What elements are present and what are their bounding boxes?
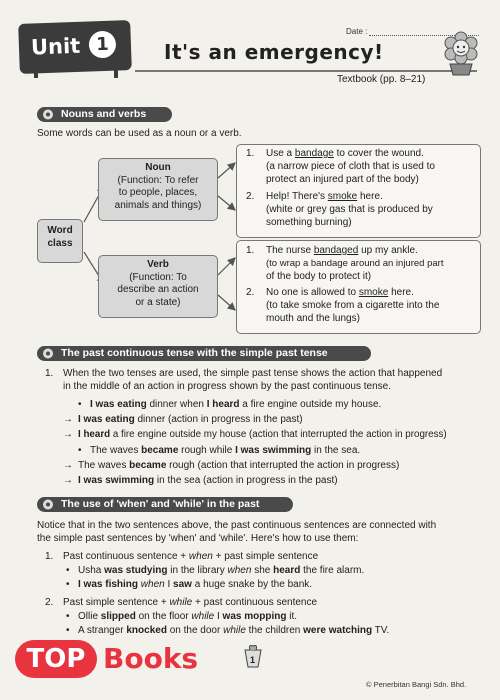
example-bullet: • [66, 625, 70, 636]
noun-box: Noun (Function: To refer to people, places, animals and things) [98, 158, 218, 221]
page-number: 1 [250, 655, 256, 665]
verb-example-1: The nurse bandaged up my ankle. [266, 245, 418, 256]
flower-icon [41, 498, 55, 511]
list-number: 2. [45, 597, 54, 608]
example-bullet: • [66, 565, 70, 576]
definition-line: protect an injured part of the body) [266, 174, 419, 185]
textbook-reference: Textbook (pp. 8–21) [337, 74, 426, 85]
analysis-line: I was eating dinner (action in progress in the past) [78, 414, 303, 425]
section-heading-past-continuous: The past continuous tense with the simple past tense [37, 346, 371, 361]
example-sentence: Usha was studying in the library when she heard the fire alarm. [78, 565, 365, 576]
definition-line: something burning) [266, 217, 352, 228]
definition-line: (to wrap a bandage around an injured part [266, 258, 444, 269]
example-bullet: • [78, 399, 82, 410]
definition-line: (to take smoke from a cigarette into the [266, 300, 440, 311]
list-number: 1. [45, 551, 54, 562]
example-sentence: A stranger knocked on the door while the children were watching TV. [78, 625, 390, 636]
section-heading-when-while: The use of 'when' and 'while' in the past [37, 497, 293, 512]
copyright: © Penerbitan Bangi Sdn. Bhd. [366, 680, 467, 689]
verb-example-2: No one is allowed to smoke here. [266, 287, 414, 298]
definition-line: (a narrow piece of cloth that is used to [266, 161, 435, 172]
list-number: 1. [45, 368, 54, 379]
explanation-line: the simple past sentences by 'when' and 'while'. Here's how to use them: [37, 533, 359, 544]
noun-example-2: Help! There's smoke here. [266, 191, 383, 202]
rule-line: Past simple sentence + while + past continuous sentence [63, 597, 318, 608]
section-intro: Some words can be used as a noun or a verb. [37, 128, 242, 139]
arrow-icon: → [63, 475, 73, 486]
example-number: 1. [246, 148, 255, 159]
rule-line: Past continuous sentence + when + past simple sentence [63, 551, 319, 562]
page-title: It's an emergency! [164, 40, 384, 64]
example-sentence: I was eating dinner when I heard a fire engine outside my house. [90, 399, 382, 410]
example-sentence: I was fishing when I saw a huge snake by the bank. [78, 579, 313, 590]
section-heading-nouns-verbs: Nouns and verbs [37, 107, 172, 122]
example-sentence: Ollie slipped on the floor while I was mopping it. [78, 611, 298, 622]
logo-books-text: Books [103, 642, 199, 675]
unit-label: Unit [30, 33, 81, 60]
example-number: 1. [246, 245, 255, 256]
example-number: 2. [246, 191, 255, 202]
noun-example-1: Use a bandage to cover the wound. [266, 148, 424, 159]
example-sentence: The waves became rough while I was swimming in the sea. [90, 445, 361, 456]
arrow-icon: → [63, 460, 73, 471]
definition-line: mouth and the lungs) [266, 313, 360, 324]
arrow-icon: → [63, 414, 73, 425]
example-bullet: • [78, 445, 82, 456]
example-bullet: • [66, 579, 70, 590]
date-field: Date : [346, 27, 479, 36]
example-bullet: • [66, 611, 70, 622]
word-class-box: Word class [37, 219, 83, 263]
flower-icon [41, 347, 55, 360]
analysis-line: I heard a fire engine outside my house (action that interrupted the action in progress) [78, 429, 447, 440]
arrow-icon: → [63, 429, 73, 440]
explanation-line: When the two tenses are used, the simple past tense shows the action that happened [63, 368, 443, 379]
definition-line: of the body to protect it) [266, 271, 372, 282]
topbooks-logo [15, 636, 215, 686]
unit-number: 1 [88, 31, 116, 59]
explanation-line: in the middle of an action in progress shown by the past continuous tense. [63, 381, 391, 392]
example-number: 2. [246, 287, 255, 298]
analysis-line: The waves became rough (action that interrupted the action in progress) [78, 460, 400, 471]
definition-line: (white or grey gas that is produced by [266, 204, 433, 215]
verb-box: Verb (Function: To describe an action or a state) [98, 255, 218, 318]
logo-top-badge: TOP [15, 640, 97, 678]
analysis-line: I was swimming in the sea (action in progress in the past) [78, 475, 338, 486]
explanation-line: Notice that in the two sentences above, the past continuous sentences are connected with [37, 520, 437, 531]
